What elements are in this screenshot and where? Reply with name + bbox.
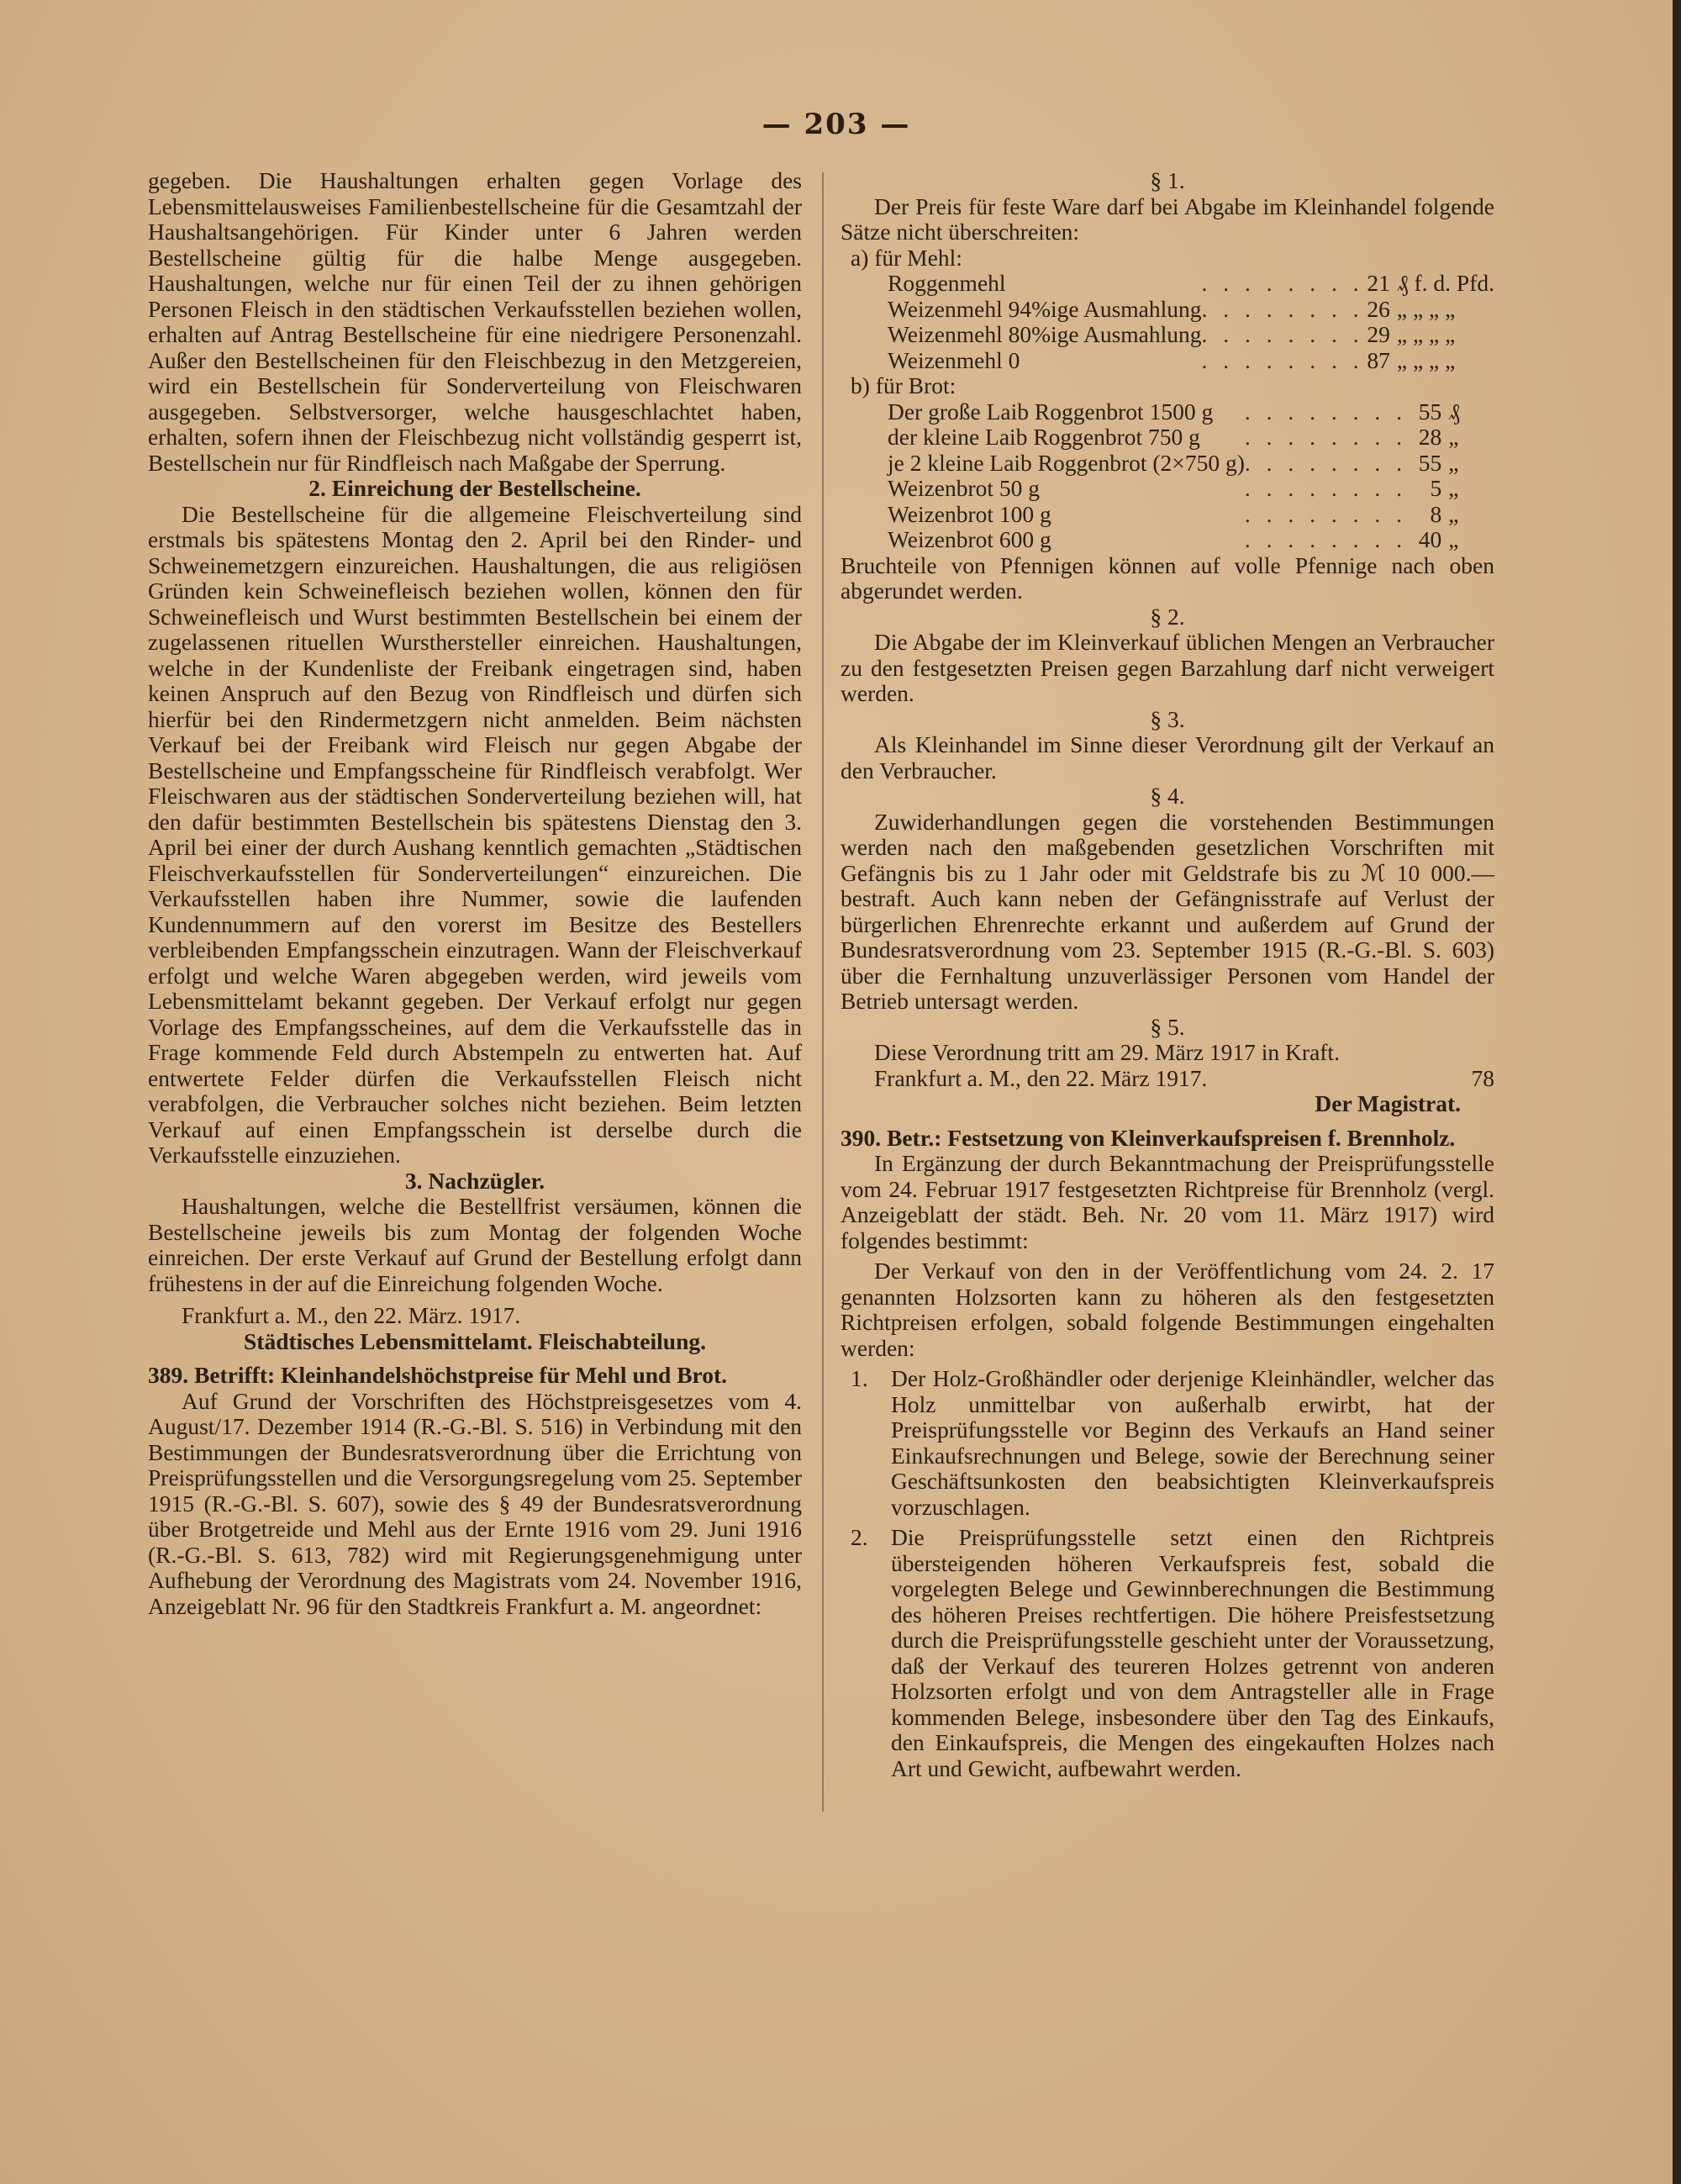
list-item-text: Der Holz-Großhändler oder derjenige Kleinhändler, welcher das Holz unmittelbar von außerhalb erwirbt, hat der Preisprüfungsstelle vor Beginn des Verkaufs an Hand seiner Einkaufsrechnungen und Belege, sowie der Berechnung seiner Geschäftsunkosten den beabsichtigten Kleinverkaufspreis vorzuschlagen. [891,1365,1494,1520]
page-edge [1673,0,1681,2184]
list-item [840,1366,1494,1520]
price-row [840,425,1494,451]
price-item-name: Weizenbrot 50 g [888,475,1041,501]
section-1-intro: Der Preis für feste Ware darf bei Abgabe im Kleinhandel folgende Sätze nicht überschreiten: [840,193,1494,245]
price-value: 5 [1430,475,1442,501]
section-5-text: Diese Verordnung tritt am 29. März 1917 in Kraft. [874,1039,1340,1065]
price-item-name: Weizenmehl 0 [888,346,1020,373]
column-divider [822,172,824,1812]
label-mehl: a) für Mehl: [851,244,962,271]
price-item-name: Roggenmehl [888,270,1006,296]
price-row [840,297,1494,323]
label-brot: b) für Brot: [851,372,956,398]
price-item-name: der kleine Laib Roggenbrot 750 g [888,424,1200,450]
list-item-number: 2. [851,1524,868,1550]
right-column [840,168,1494,1781]
date-line-right [840,1066,1494,1092]
price-row [840,502,1494,528]
price-unit: „ [1448,526,1459,552]
price-row [840,451,1494,477]
price-item-name: Weizenbrot 600 g [888,526,1051,552]
price-value: 26 [1367,295,1390,322]
leader-dots: . . . . . . . . [1244,475,1407,501]
left-column [148,168,802,1619]
section-3-heading: § 3. [1150,705,1185,732]
heading-nachzuegler: 3. Nachzügler. [404,1167,545,1194]
price-item-name: Weizenmehl 80%ige Ausmahlung [888,321,1202,347]
section-4-heading: § 4. [1150,783,1185,809]
price-row [840,322,1494,348]
signature-lebensmittelamt: Städtisches Lebensmittelamt. Fleischabteilung. [244,1327,706,1354]
leader-dots: . . . . . . . . [1201,346,1364,373]
price-row [840,527,1494,553]
price-unit: „ [1448,424,1459,450]
price-unit: „ [1448,449,1459,476]
section-5-heading: § 5. [1150,1013,1185,1040]
date-right: Frankfurt a. M., den 22. März 1917. [874,1064,1208,1091]
price-row [840,271,1494,297]
price-table-brot [840,399,1494,553]
leader-dots: . . . . . . . . [1244,526,1407,552]
section-4-text: Zuwiderhandlungen gegen die vorstehenden Bestimmungen werden nach den maßgebenden gesetzlichen Vorschriften mit Gefängnis bis zu 1 Jahr oder mit Geldstrafe bis zu ℳ 10 000.— bestraft. Auch kann neben der Gefängnisstrafe auf Verlust der bürgerlichen Ehrenrechte erkannt und außerdem auf Grund der Bundesratsverordnung vom 23. September 1915 (R.-G.-Bl. S. 603) über die Fernhaltung unzuverlässiger Personen vom Handel der Betrieb untersagt werden. [840,808,1494,1014]
price-unit: „ [1448,500,1459,527]
leader-dots: . . . . . . . . [1244,449,1407,476]
price-value: 28 [1418,424,1442,450]
price-item-name: je 2 kleine Laib Roggenbrot (2×750 g) [888,449,1245,476]
price-unit: ₰ [1448,398,1461,425]
section-2-text: Die Abgabe der im Kleinverkauf üblichen Mengen an Verbraucher zu den festgesetzten Preisen gegen Barzahlung darf nicht verweigert werden. [840,629,1494,706]
leader-dots: . . . . . . . . [1201,270,1364,296]
price-value: 87 [1367,346,1390,373]
price-row [840,399,1494,425]
heading-390: 390. Betr.: Festsetzung von Kleinverkaufspreisen f. Brennholz. [840,1124,1456,1151]
signature-magistrat: Der Magistrat. [1315,1090,1461,1116]
price-value: 40 [1418,526,1442,552]
paragraph-familienbestellscheine: gegeben. Die Haushaltungen erhalten gegen Vorlage des Lebensmittelausweises Familienbestellscheine für die Gesamtzahl der Haushaltsangehörigen. Für Kinder unter 6 Jahren werden Bestellscheine gültig für die halbe Menge ausgegeben. Haushaltungen, welche nur für einen Teil der zu ihnen gehörigen Personen Fleisch in den städtischen Verkaufsstellen beziehen wollen, erhalten auf Antrag Bestellscheine für eine niedrigere Personenzahl. Außer den Bestellscheinen für den Fleischbezug in den Metzgereien, wird ein Bestellschein für Sonderverteilung von Fleischwaren ausgegeben. Selbstversorger, welche hausgeschlachtet haben, erhalten, sofern ihnen der Fleischbezug nicht vollständig gesperrt ist, Bestellschein nur für Rindfleisch nach Maßgabe der Sperrung. [148,167,802,476]
page-number: — 203 — [761,108,911,141]
paragraph-389: Auf Grund der Vorschriften des Höchstpreisgesetzes vom 4. August/17. Dezember 1914 (R.-G.-Bl. S. 516) in Verbindung mit den Bestimmungen der Bundesratsverordnung über die Errichtung von Preisprüfungsstellen und die Versorgungsregelung vom 25. September 1915 (R.-G.-Bl. S. 607), sowie des § 49 der Bundesratsverordnung über Brotgetreide und Mehl aus der Ernte 1916 vom 29. Juni 1916 (R.-G.-Bl. S. 613, 782) wird mit Regierungsgenehmigung unter Aufhebung der Verordnung des Magistrats vom 24. November 1916, Anzeigeblatt Nr. 96 für den Stadtkreis Frankfurt a. M. angeordnet: [148,1387,802,1619]
price-table-mehl [840,271,1494,373]
price-unit: „ [1448,475,1459,501]
price-value: 55 [1418,398,1442,425]
price-value: 55 [1418,449,1442,476]
leader-dots: . . . . . . . . [1201,295,1364,322]
price-unit: „ „ „ „ [1396,295,1456,322]
price-unit: ₰ f. d. Pfd. [1396,270,1494,296]
price-row [840,348,1494,374]
leader-dots: . . . . . . . . [1244,500,1407,527]
section-2-heading: § 2. [1150,603,1185,630]
date-line-left: Frankfurt a. M., den 22. März. 1917. [182,1302,521,1328]
price-value: 29 [1367,321,1390,347]
list-item [840,1525,1494,1781]
section-1-note: Bruchteile von Pfennigen können auf volle Pfennige nach oben abgerundet werden. [840,551,1494,604]
heading-einreichung: 2. Einreichung der Bestellscheine. [308,475,641,501]
price-value: 8 [1430,500,1442,527]
leader-dots: . . . . . . . . [1244,424,1407,450]
price-value: 21 [1367,270,1390,296]
price-item-name: Der große Laib Roggenbrot 1500 g [888,398,1214,425]
price-unit: „ „ „ „ [1396,321,1456,347]
price-item-name: Weizenbrot 100 g [888,500,1051,527]
section-1-heading: § 1. [1150,167,1185,193]
heading-389: 389. Betrifft: Kleinhandelshöchstpreise für Mehl und Brot. [148,1362,728,1388]
leader-dots: . . . . . . . . [1201,321,1364,347]
paragraph-einreichung: Die Bestellscheine für die allgemeine Fleischverteilung sind erstmals bis spätestens Montag den 2. April bei den Rinder- und Schweinemetzgern einzureichen. Haushaltungen, die aus religiösen Gründen kein Schweinefleisch beziehen wollen, können den für Schweinefleisch und Wurst bestimmten Bestellschein bei einem der zugelassenen rituellen Wursthersteller einreichen. Haushaltungen, welche in der Kundenliste der Freibank eingetragen sind, haben keinen Anspruch auf den Bezug von Rindfleisch und dürfen sich hierfür bei den Rindermetzgern nicht anmelden. Beim nächsten Verkauf bei der Freibank wird Fleisch nur gegen Abgabe der Bestellscheine und Empfangsscheine für Rindfleisch verabfolgt. Wer Fleischwaren aus der städtischen Sonderverteilung beziehen will, hat den dafür bestimmten Bestellschein bis spätestens Dienstag den 3. April bei einer der durch Aushang kenntlich gemachten „Städtischen Fleischverkaufsstellen für Sonderverteilungen“ einzureichen. Die Verkaufsstellen haben ihre Nummer, sowie die laufenden Kundennummern auf den vorerst im Besitze des Bestellers verbleibenden Empfangsschein einzutragen. Wann der Fleischverkauf erfolgt und welche Waren abgegeben werden, wird jeweils vom Lebensmittelamt bekannt gegeben. Der Verkauf erfolgt nur gegen Vorlage des Empfangsscheines, auf dem die Verkaufsstelle das in Frage kommende Feld durch Abstempeln zu entwerten hat. Auf entwertete Felder dürfen die Verkaufsstellen Fleisch nicht verabfolgen, die Verbraucher solches nicht beziehen. Beim letzten Verkauf auf einen Empfangsschein ist derselbe durch die Verkaufsstelle einzuziehen. [148,500,802,1168]
list-item-text: Die Preisprüfungsstelle setzt einen den Richtpreis übersteigenden höheren Verkaufspreis fest, sobald die vorgelegten Belege und Gewinnberechnungen die Bestimmung des höheren Preises rechtfertigen. Die höhere Preisfestsetzung durch die Preisprüfungsstelle geschieht unter der Voraussetzung, daß der Verkauf des teureren Holzes getrennt von anderen Holzsorten erfolgt und von dem Antragsteller alle in Frage kommenden Belege, insbesondere über den Tag des Einkaufs, den Einkaufspreis, die Mengen des eingekauften Holzes nach Art und Gewicht, aufbewahrt werden. [891,1524,1494,1781]
section-3-text: Als Kleinhandel im Sinne dieser Verordnung gilt der Verkauf an den Verbraucher. [840,731,1494,783]
paragraph-390-a: In Ergänzung der durch Bekanntmachung der Preisprüfungsstelle vom 24. Februar 1917 festgesetzten Richtpreise für Brennholz (vergl. Anzeigeblatt der städt. Beh. Nr. 20 vom 11. März 1917) wird folgendes bestimmt: [840,1150,1494,1253]
price-unit: „ „ „ „ [1396,346,1456,373]
paragraph-390-b: Der Verkauf von den in der Veröffentlichung vom 24. 2. 17 genannten Holzsorten kann zu höheren als den festgesetzten Richtpreisen erfolgen, sobald folgende Bestimmungen eingehalten werden: [840,1258,1494,1361]
leader-dots: . . . . . . . . [1244,398,1407,425]
list-item-number: 1. [851,1365,868,1391]
notice-number-78: 78 [1471,1064,1494,1091]
price-item-name: Weizenmehl 94%ige Ausmahlung [888,295,1202,322]
requirements-list [840,1366,1494,1781]
paragraph-nachzuegler: Haushaltungen, welche die Bestellfrist versäumen, können die Bestellscheine jeweils bis zum Montag der folgenden Woche einreichen. Der erste Verkauf auf Grund der Bestellung erfolgt dann frühestens in der auf die Einreichung folgenden Woche. [148,1193,802,1296]
price-row [840,476,1494,502]
